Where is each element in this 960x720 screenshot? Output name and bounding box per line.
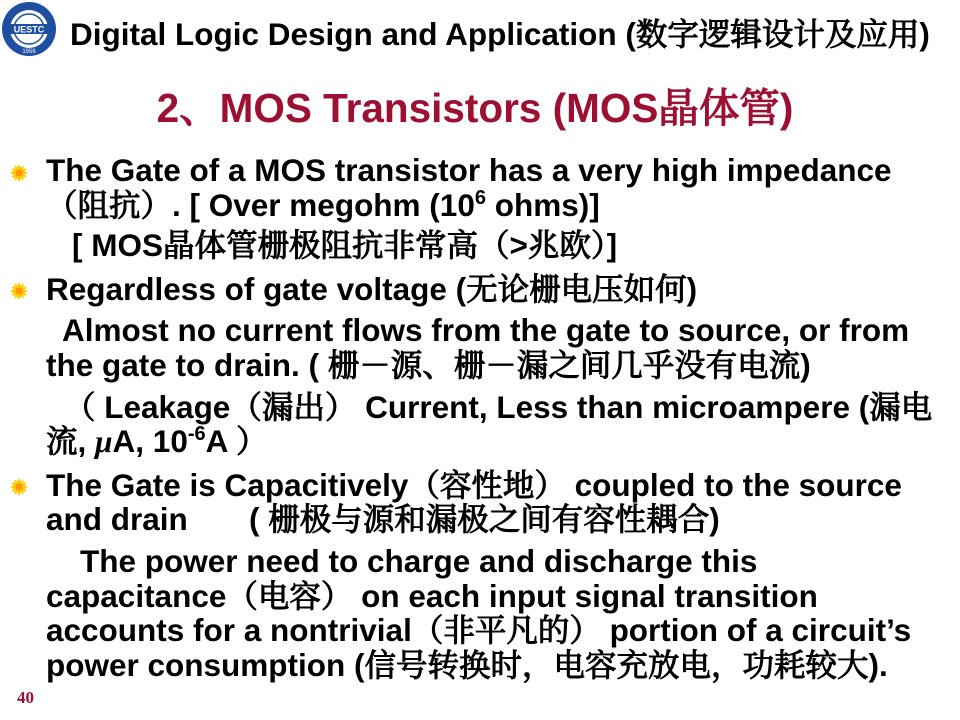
logo-year: 1956 (22, 49, 36, 55)
bullet-1-note: [ MOS晶体管栅极阻抗非常高（>兆欧）] (72, 227, 618, 263)
mu-symbol: μ (95, 424, 113, 459)
bullet-3-line-3: The power need to charge and discharge this (80, 543, 758, 579)
bullet-1-line-2-text: （阻抗）. [ Over megohm (10 (46, 187, 475, 223)
bullet-3-line-2: and drain ( 栅极与源和漏极之间有容性耦合) (46, 501, 720, 537)
bullet-3-line-4: capacitance（电容） on each input signal transition (46, 578, 818, 614)
bullet-2-line-2: Almost no current flows from the gate to source, or from (62, 312, 910, 348)
bullet-2-line-3: the gate to drain. ( 栅－源、栅－漏之间几乎没有电流) (46, 347, 811, 383)
bullet-3-line-6: power consumption (信号转换时，电容充放电，功耗较大). (46, 647, 888, 683)
superscript-exponent: -6 (187, 423, 206, 445)
bullet-1-line-2 (46, 187, 600, 223)
logo-center-text: UESTC (13, 24, 45, 35)
bullet-2-line-4: （ Leakage（漏出） Current, Less than microampere (漏电 (64, 389, 933, 425)
bullet-2-line-5-unit: A, 10 (112, 423, 188, 459)
bullet-2-line-5 (46, 423, 267, 460)
bullet-2-line-5-text: 流, (46, 423, 96, 459)
bullet-2-line-1: Regardless of gate voltage (无论栅电压如何) (46, 271, 698, 307)
university-logo-icon (1, 1, 57, 57)
bullet-1-line-1: The Gate of a MOS transistor has a very high impedance (46, 152, 892, 188)
bullet-1-line-2-text-end: ohms)] (485, 187, 600, 223)
slide-title: 2、MOS Transistors (MOS晶体管) (156, 85, 794, 131)
sunburst-bullet-icon (10, 164, 28, 182)
bullet-3-line-1: The Gate is Capacitively（容性地） coupled to the source (46, 467, 902, 503)
sunburst-bullet-icon (10, 478, 28, 496)
bullet-2-line-5-text-end: A ） (205, 423, 268, 459)
bullet-3-line-5: accounts for a nontrivial（非平凡的） portion of a circuit’s (46, 612, 912, 648)
page-number: 40 (17, 688, 34, 707)
course-title: Digital Logic Design and Application (数字逻辑设计及应用) (70, 16, 930, 52)
superscript-exponent: 6 (474, 187, 486, 209)
sunburst-bullet-icon (10, 282, 28, 300)
